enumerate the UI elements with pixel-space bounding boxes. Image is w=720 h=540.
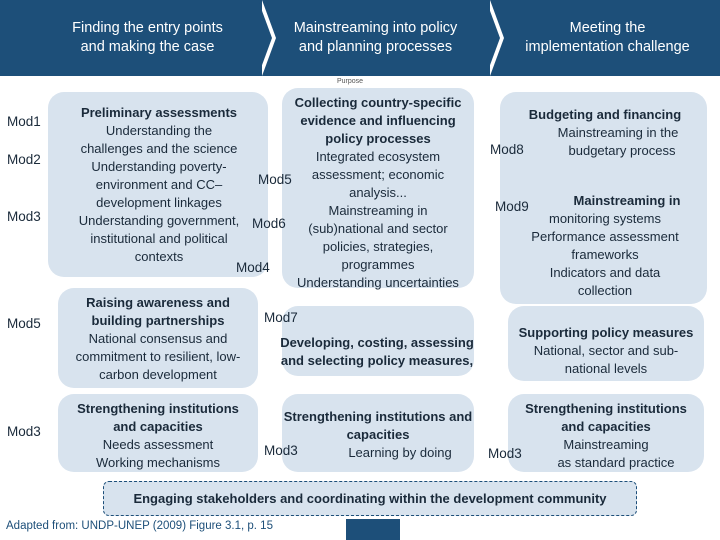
developing-policy-text: Developing, costing, assessing and selecting policy measures, <box>280 335 474 368</box>
country-evidence-text: Collecting country-specific evidence and influencing policy processes Integrated ecosystem assessment; economic analysis... Mainstreaming in (sub)national and sector policies, strategies, programmes Understanding uncertainties <box>294 95 462 290</box>
module-label: Mod2 <box>7 152 41 167</box>
strengthening-institutions-left-text: Strengthening institutions and capacities Needs assessment Working mechanisms <box>77 401 239 470</box>
strengthening-institutions-right-text: Strengthening institutions and capacities Mainstreaming as standard practice <box>525 401 687 470</box>
module-label: Mod9 <box>495 199 529 214</box>
budgeting-financing-text: Budgeting and financing Mainstreaming in the budgetary process <box>528 107 682 158</box>
column-header-entry-points: Finding the entry points and making the case <box>72 20 223 55</box>
logo-block <box>346 519 400 540</box>
column-header-implementation: Meeting the implementation challenge <box>525 20 690 55</box>
stakeholder-engagement-text: Engaging stakeholders and coordinating within the development community <box>133 491 607 506</box>
monitoring-systems-text: Mainstreaming in monitoring systems Performance assessment frameworks Indicators and data collection <box>531 193 681 298</box>
header-arrow-2-inner <box>486 0 500 76</box>
strengthening-institutions-middle-text: Strengthening institutions and capacities Learning by doing <box>283 409 473 460</box>
module-label: Mod4 <box>236 260 270 275</box>
module-label: Mod8 <box>490 142 524 157</box>
supporting-policy-text: Supporting policy measures National, sector and sub- national levels <box>518 325 694 376</box>
module-label: Mod3 <box>7 424 41 439</box>
purpose-label: Purpose <box>337 78 364 85</box>
module-label: Mod6 <box>252 216 286 231</box>
raising-awareness-text: Raising awareness and building partnerships National consensus and commitment to resilient, low- carbon development <box>75 295 241 382</box>
module-label: Mod5 <box>258 172 292 187</box>
stakeholder-engagement-bar <box>103 481 637 516</box>
column-header-mainstreaming: Mainstreaming into policy and planning processes <box>293 20 458 55</box>
source-caption: Adapted from: UNDP-UNEP (2009) Figure 3.1, p. 15 <box>6 520 273 532</box>
module-label: Mod3 <box>488 446 522 461</box>
preliminary-assessments-text: Preliminary assessments Understanding the challenges and the science Understanding poverty- environment and CC– development linkages Understanding government, institutional and political contexts <box>78 105 240 264</box>
module-label: Mod3 <box>264 443 298 458</box>
module-label: Mod1 <box>7 114 41 129</box>
module-label: Mod3 <box>7 209 41 224</box>
module-label: Mod7 <box>264 310 298 325</box>
module-label: Mod5 <box>7 316 41 331</box>
